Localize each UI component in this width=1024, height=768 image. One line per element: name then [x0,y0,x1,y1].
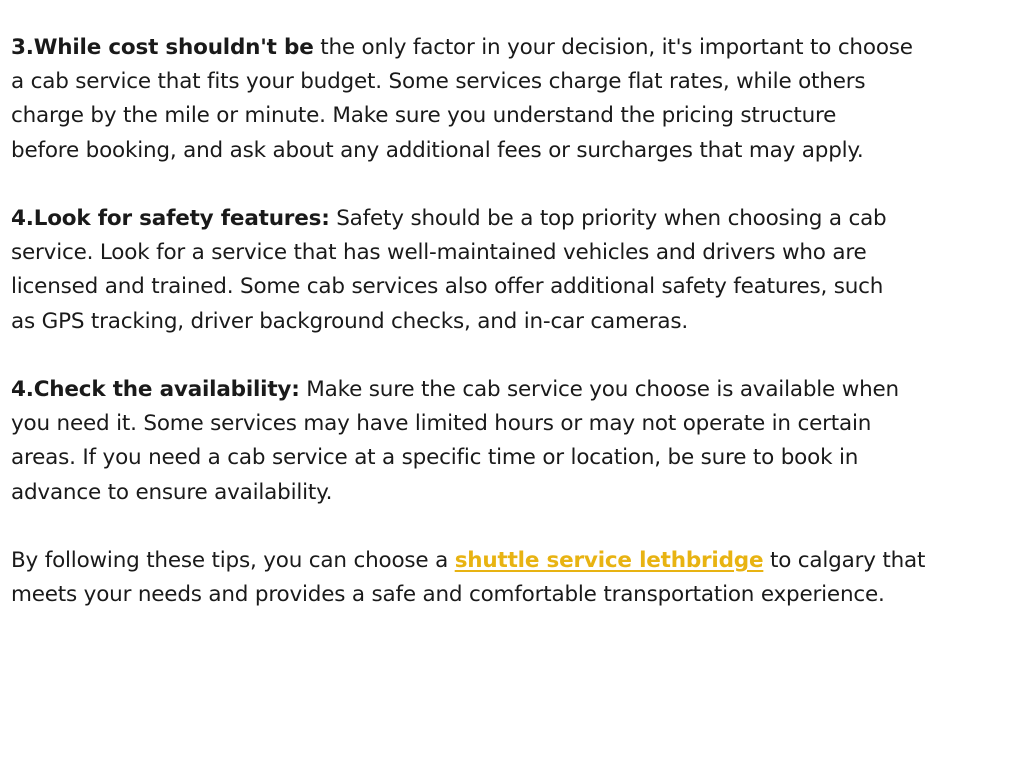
paragraph-text: service. Look for a service that has well-maintained vehicles and drivers who are [11,240,867,266]
paragraph-heading: 3.While cost shouldn't be [11,35,314,60]
paragraph-text: as GPS tracking, driver background checks, and in-car cameras. [11,308,688,334]
conclusion-text: to calgary that [769,548,926,573]
paragraph-text: areas. If you need a cab service at a specific time or location, be sure to book in [11,445,859,471]
conclusion-text: By following these tips, you can choose a [11,548,449,573]
paragraph-text: advance to ensure availability. [11,479,333,505]
shuttle-service-link[interactable]: shuttle service lethbridge [454,548,764,573]
paragraph-text: before booking, and ask about any additional fees or surcharges that may apply. [11,137,864,163]
conclusion-text: meets your needs and provides a safe and comfortable transportation experience. [11,582,885,608]
paragraph-text: licensed and trained. Some cab services also offer additional safety features, such [11,274,884,300]
document-body [11,31,1011,647]
paragraph-text: Make sure the cab service you choose is available when [306,377,899,402]
paragraph-text: charge by the mile or minute. Make sure you understand the pricing structure [11,103,837,129]
paragraph-text: Safety should be a top priority when choosing a cab [336,206,887,231]
paragraph-availability [11,373,1011,510]
paragraph-text: you need it. Some services may have limited hours or may not operate in certain [11,411,872,437]
paragraph-conclusion [11,544,1011,612]
paragraph-cost [11,31,1011,168]
paragraph-text: a cab service that fits your budget. Some services charge flat rates, while others [11,69,866,95]
paragraph-heading: 4.Look for safety features: [11,206,330,231]
paragraph-heading: 4.Check the availability: [11,377,300,402]
paragraph-safety [11,202,1011,339]
paragraph-text: the only factor in your decision, it's important to choose [320,35,913,60]
